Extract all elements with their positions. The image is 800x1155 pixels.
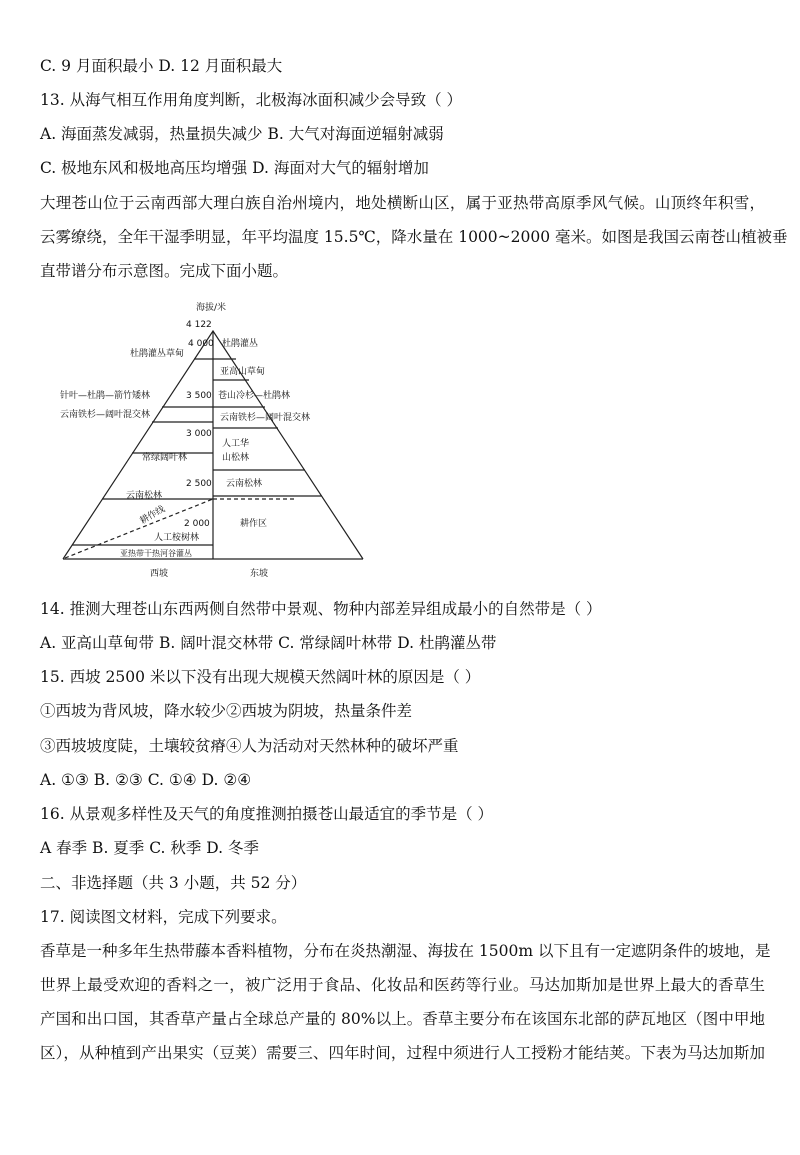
elevation-4000: 4 000: [188, 339, 214, 349]
west-slope-label: 西坡: [150, 569, 169, 579]
elevation-2500: 2 500: [186, 479, 212, 489]
east-slope-label: 东坡: [250, 569, 269, 579]
vanilla-passage: [40, 941, 771, 1077]
axis-label: 海拔/米: [196, 303, 227, 313]
east-zone-label: 云南铁杉—阔叶混交林: [220, 413, 311, 423]
east-zone-label: 云南松林: [226, 479, 263, 489]
west-zone-label: 针叶—杜鹃—箭竹矮林: [60, 391, 151, 401]
passage-line: 香草是一种多年生热带藤本香料植物，分布在炎热潮湿、海拔在 1500m 以下且有一定遮阴条件的坡地，是: [40, 942, 771, 960]
east-zone-label: 杜鹃灌丛: [222, 339, 259, 349]
east-zone-label: 山松林: [222, 453, 250, 463]
west-zone-label: 云南松林: [126, 491, 163, 501]
east-zone-label: 亚高山草甸: [220, 367, 266, 377]
east-zone-label: 人工华: [222, 439, 250, 449]
q15-items-3-4: ③西坡坡度陡，土壤较贫瘠④人为活动对天然林种的破坏严重: [40, 737, 459, 755]
passage-line: 云雾缭绕，全年干湿季明显，年平均温度 15.5℃，降水量在 1000~2000 毫米。如图是我国云南苍山植被垂: [40, 228, 788, 246]
elevation-3000: 3 000: [186, 429, 212, 439]
q14-stem: 14. 推测大理苍山东西两侧自然带中景观、物种内部差异组成最小的自然带是（ ）: [40, 600, 602, 618]
passage-line: 产国和出口国，其香草产量占全球总产量的 80%以上。香草主要分布在该国东北部的萨瓦地区（图中甲地: [40, 1010, 765, 1028]
q16-stem: 16. 从景观多样性及天气的角度推测拍摄苍山最适宜的季节是（ ）: [40, 805, 494, 823]
q13-options-ab: A. 海面蒸发减弱，热量损失减少 B. 大气对海面逆辐射减弱: [40, 125, 444, 143]
passage-line: 直带谱分布示意图。完成下面小题。: [40, 262, 289, 280]
q16-options: A 春季 B. 夏季 C. 秋季 D. 冬季: [40, 839, 260, 857]
q15-options: A. ①③ B. ②③ C. ①④ D. ②④: [40, 771, 252, 789]
west-zone-label: 杜鹃灌丛草甸: [130, 349, 185, 359]
cangshan-passage: [40, 193, 788, 295]
q13-stem: 13. 从海气相互作用角度判断，北极海冰面积减少会导致（ ）: [40, 91, 463, 109]
west-zone-label: 耕作线: [138, 504, 167, 527]
west-zone-label: 常绿阔叶林: [142, 453, 188, 463]
passage-line: 区），从种植到产出果实（豆荚）需要三、四年时间，过程中须进行人工授粉才能结荚。下表为马达加斯加: [40, 1044, 765, 1062]
q17-stem: 17. 阅读图文材料，完成下列要求。: [40, 908, 287, 926]
section-2-title: 二、非选择题（共 3 小题，共 52 分）: [40, 874, 307, 892]
q15-items-1-2: ①西坡为背风坡，降水较少②西坡为阴坡，热量条件差: [40, 702, 413, 720]
q13-options-cd: C. 极地东风和极地高压均增强 D. 海面对大气的辐射增加: [40, 159, 429, 177]
vegetation-zone-diagram: [50, 296, 390, 586]
q12-options: C. 9 月面积最小 D. 12 月面积最大: [40, 57, 283, 75]
elevation-peak: 4 122: [186, 320, 212, 330]
q14-options: A. 亚高山草甸带 B. 阔叶混交林带 C. 常绿阔叶林带 D. 杜鹃灌丛带: [40, 634, 497, 652]
elevation-3500: 3 500: [186, 391, 212, 401]
west-zone-label: 亚热带干热河谷灌丛: [120, 549, 192, 558]
east-zone-label: 苍山冷杉—杜鹃林: [218, 391, 291, 401]
passage-line: 世界上最受欢迎的香料之一，被广泛用于食品、化妆品和医药等行业。马达加斯加是世界上最大的香草生: [40, 976, 765, 994]
passage-line: 大理苍山位于云南西部大理白族自治州境内，地处横断山区，属于亚热带高原季风气候。山顶终年积雪，: [40, 194, 765, 212]
elevation-2000: 2 000: [184, 519, 210, 529]
west-zone-label: 人工桉树林: [154, 533, 200, 543]
east-zone-label: 耕作区: [240, 519, 268, 529]
q15-stem: 15. 西坡 2500 米以下没有出现大规模天然阔叶林的原因是（ ）: [40, 668, 481, 686]
west-zone-label: 云南铁杉—阔叶混交林: [60, 410, 151, 420]
